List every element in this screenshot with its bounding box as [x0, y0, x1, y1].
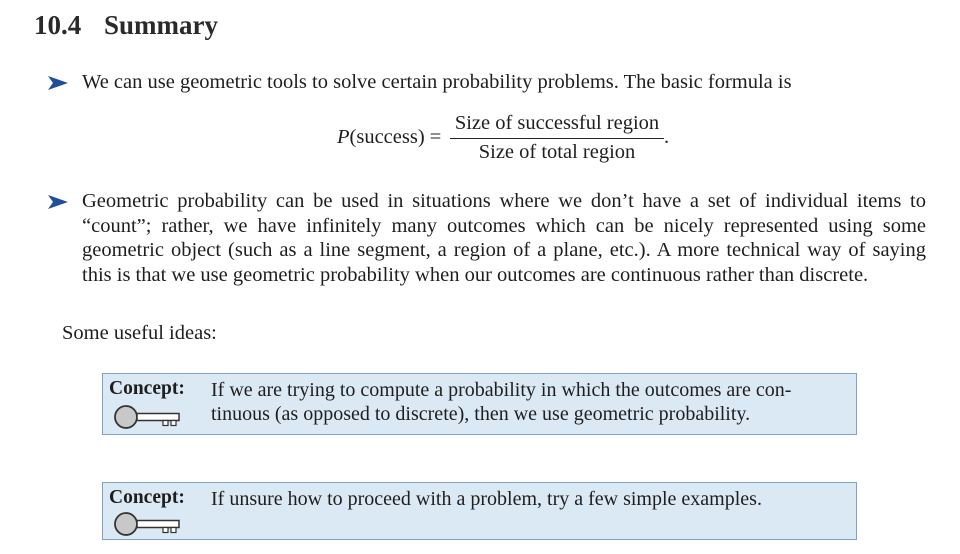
concept-text — [211, 378, 851, 426]
bullet-text: We can use geometric tools to solve certain probability problems. The basic formula is — [82, 71, 792, 93]
intro-text: Some useful ideas: — [62, 322, 217, 344]
section-heading — [34, 10, 218, 41]
formula-fraction — [450, 112, 664, 164]
section-title: Summary — [104, 10, 218, 40]
bullet-line: this is that we use geometric probability when our outcomes are continuous rather than discrete. — [82, 263, 869, 286]
concept-line: If unsure how to proceed with a problem, try a few simple examples. — [211, 488, 762, 510]
formula-lhs — [337, 126, 441, 149]
bullet-line: Geometric probability can be used in situations where we don’t have a set of individual items to — [82, 190, 926, 212]
bullet-paragraph — [82, 189, 926, 287]
concept-box-2 — [102, 482, 857, 540]
key-icon — [113, 511, 185, 537]
concept-line: tinuous (as opposed to discrete), then we use geometric probability. — [211, 403, 751, 425]
key-icon — [113, 404, 185, 430]
formula-numerator: Size of successful region — [454, 112, 660, 134]
concept-label: Concept: — [109, 378, 185, 399]
arrowhead-icon — [48, 195, 68, 209]
concept-label: Concept: — [109, 487, 185, 508]
formula-denominator: Size of total region — [478, 141, 636, 164]
formula-period: . — [664, 126, 670, 148]
section-number: 10.4 — [34, 10, 82, 40]
bullet-line: geometric object (such as a line segment, a region of a plane, etc.). A more technical way of saying — [82, 239, 926, 261]
arrowhead-icon — [48, 76, 68, 90]
concept-text — [211, 487, 851, 511]
concept-line: If we are trying to compute a probability in which the outcomes are con- — [211, 379, 792, 401]
concept-box-1 — [102, 373, 857, 435]
formula-lhs-rest: (success) = — [349, 126, 442, 148]
bullet-line: “count”; rather, we have infinitely many outcomes which can be nicely represented using some — [82, 214, 926, 237]
formula-symbol: P — [337, 126, 350, 148]
